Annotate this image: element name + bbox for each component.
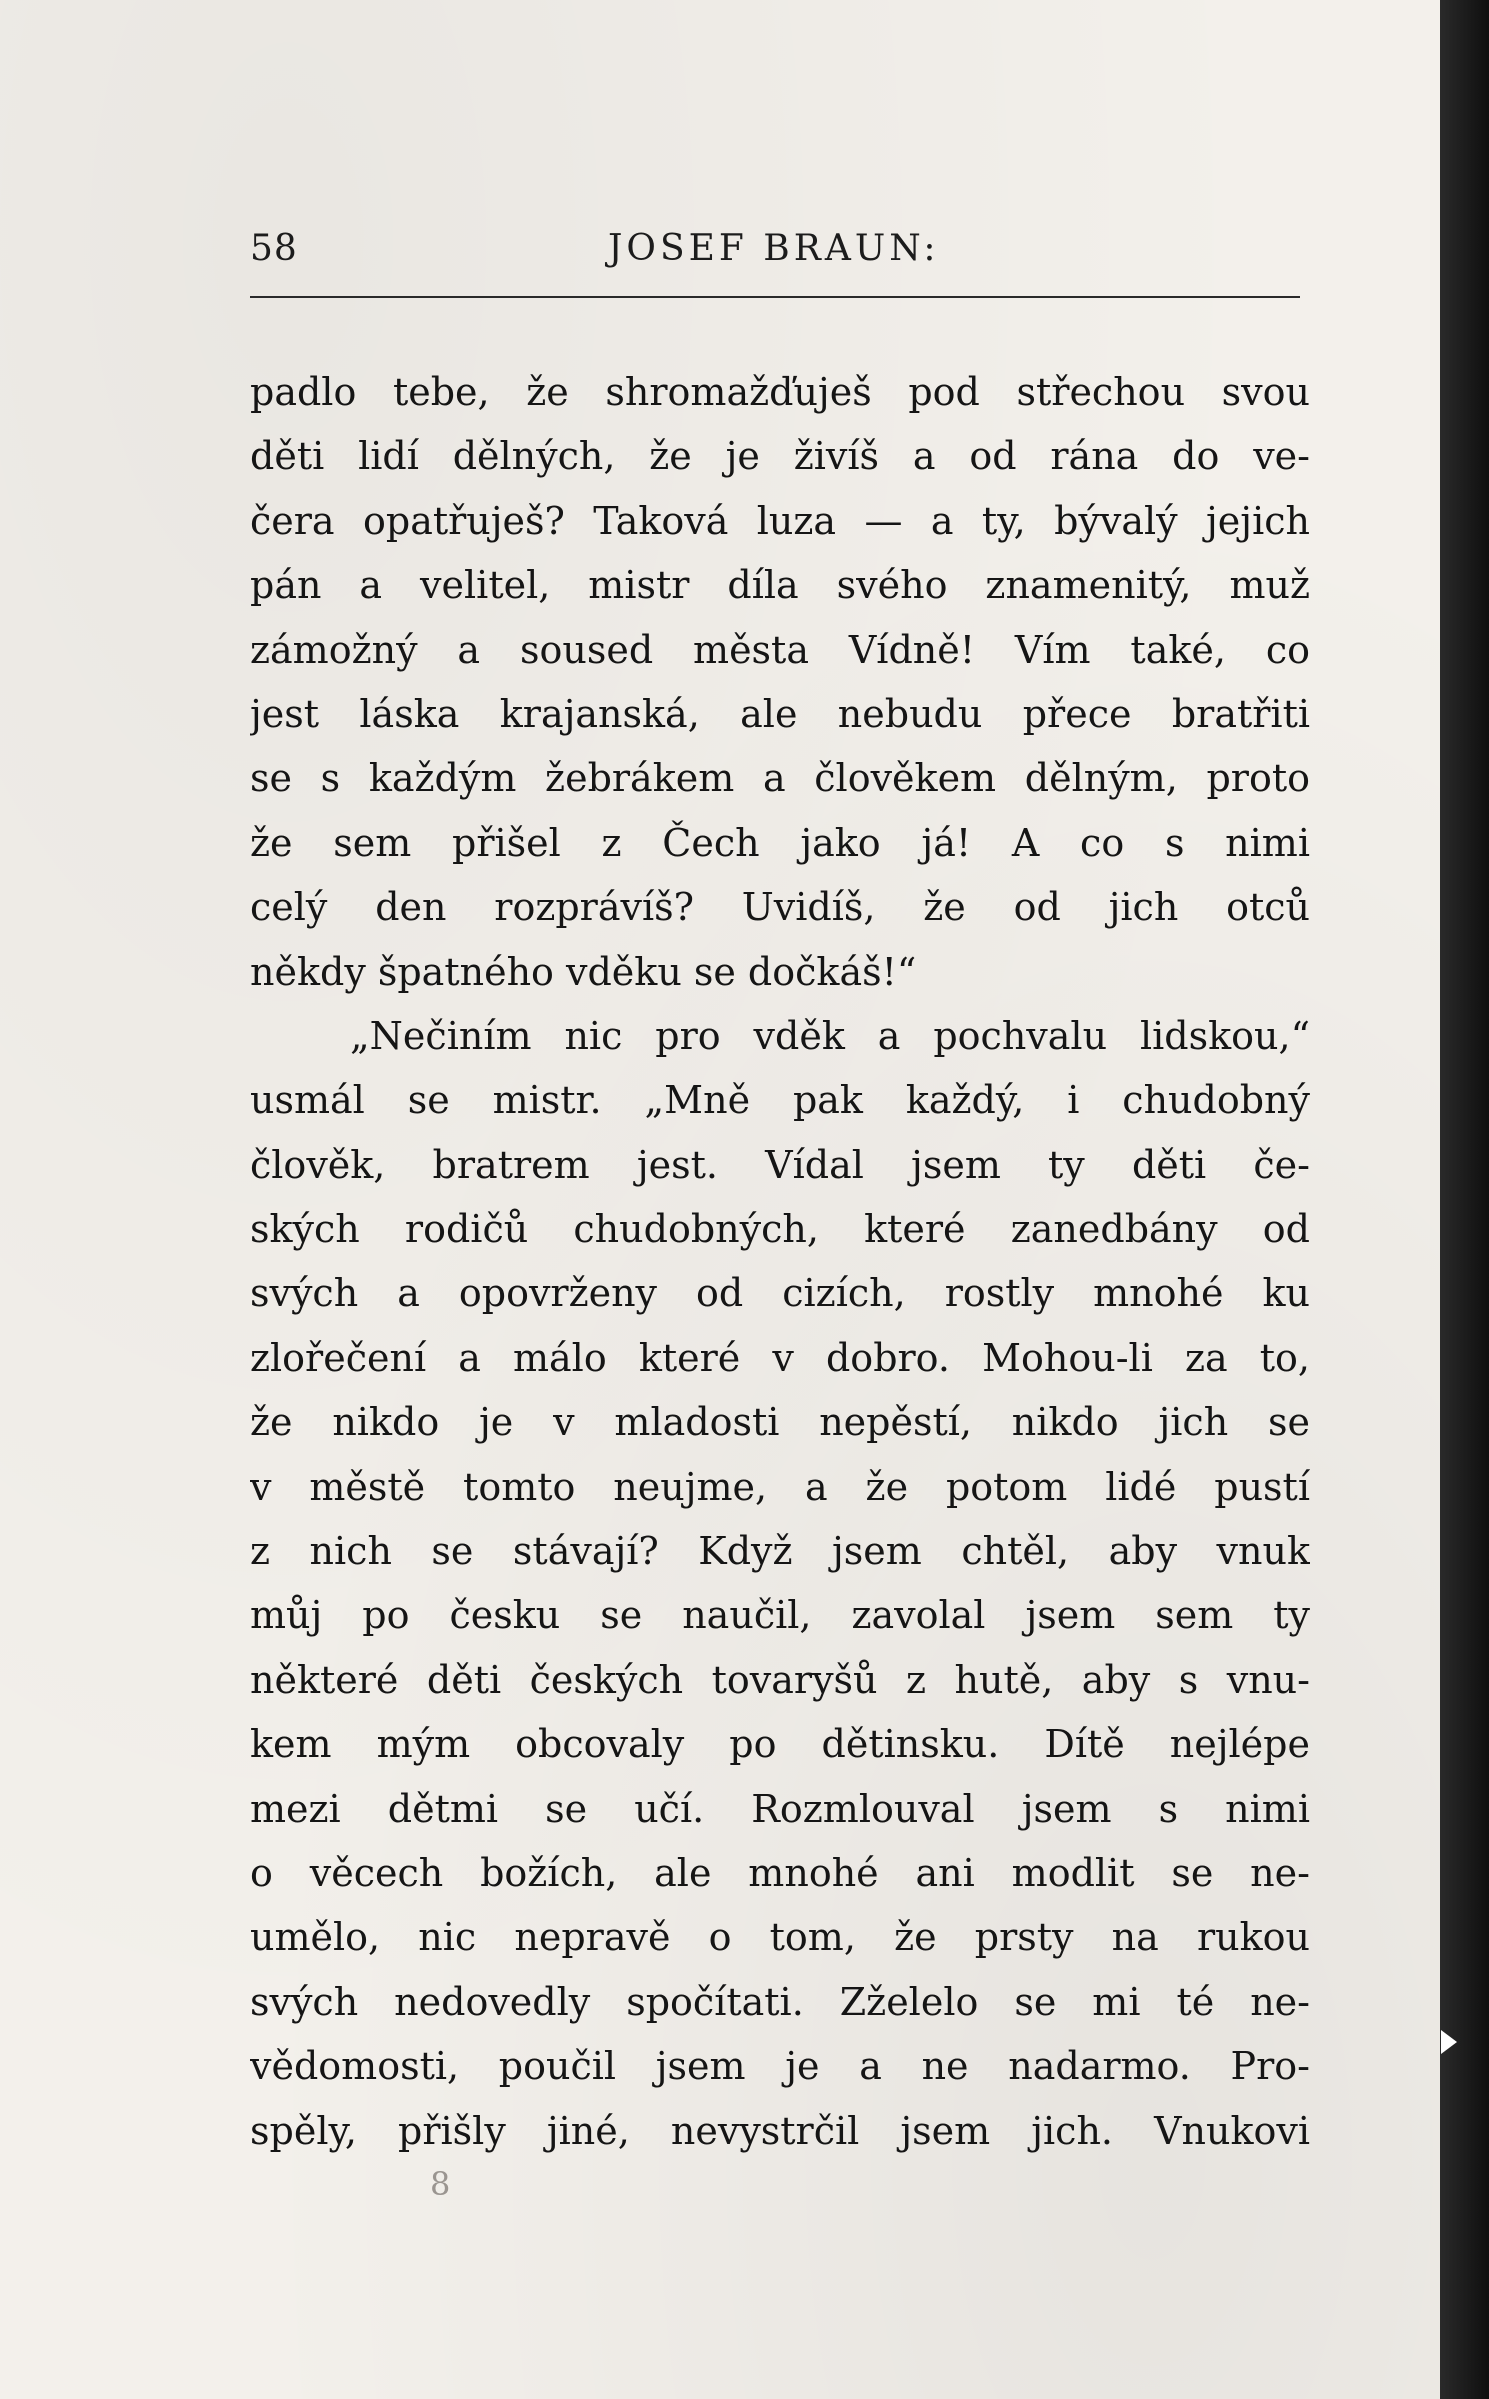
page-number: 58 [250, 228, 298, 269]
text-line: o věcech božích, ale mnohé ani modlit se ne- [250, 1850, 1310, 1895]
text-line: celý den rozprávíš? Uvidíš, že od jich otců [250, 885, 1310, 930]
text-line: svých nedovedly spočítati. Zželelo se mi té ne- [250, 1979, 1310, 2024]
text-line: někdy špatného vděku se dočkáš!“ [250, 949, 917, 994]
text-line: jest láska krajanská, ale nebudu přece bratřiti [250, 691, 1310, 736]
text-line: spěly, přišly jiné, nevystrčil jsem jich. Vnukovi [250, 2108, 1310, 2153]
text-line: můj po česku se naučil, zavolal jsem sem ty [250, 1593, 1310, 1638]
signature-mark: 8 [430, 2165, 451, 2203]
text-line: zámožný a soused města Vídně! Vím také, co [250, 627, 1310, 672]
text-line: že nikdo je v mladosti nepěstí, nikdo jich se [250, 1400, 1310, 1445]
text-line: některé děti českých tovaryšů z hutě, aby s vnu- [250, 1657, 1310, 1702]
text-line: mezi dětmi se učí. Rozmlouval jsem s nimi [250, 1786, 1310, 1831]
text-line: zlořečení a málo které v dobro. Mohou-li za to, [250, 1335, 1310, 1380]
text-line: děti lidí dělných, že je živíš a od rána do ve- [250, 434, 1310, 479]
page-edge-tab [1441, 2030, 1457, 2054]
text-line: kem mým obcovaly po dětinsku. Dítě nejlépe [250, 1722, 1310, 1767]
header-rule [250, 296, 1300, 298]
text-line: vědomosti, poučil jsem je a ne nadarmo. Pro- [250, 2044, 1310, 2089]
text-line: z nich se stávají? Když jsem chtěl, aby vnuk [250, 1529, 1310, 1574]
body-text [250, 360, 1310, 2163]
text-line: se s každým žebrákem a člověkem dělným, proto [250, 756, 1310, 801]
text-line: umělo, nic nepravě o tom, že prsty na rukou [250, 1915, 1310, 1960]
text-line: v městě tomto neujme, a že potom lidé pustí [250, 1464, 1310, 1509]
page-header [250, 228, 1300, 288]
running-head: JOSEF BRAUN: [608, 228, 940, 269]
text-line: člověk, bratrem jest. Vídal jsem ty děti če- [250, 1142, 1310, 1187]
text-line: že sem přišel z Čech jako já! A co s nimi [250, 820, 1310, 865]
text-line: čera opatřuješ? Taková luza — a ty, bývalý jejich [250, 498, 1310, 543]
text-line: usmál se mistr. „Mně pak každý, i chudobný [250, 1078, 1310, 1123]
text-line: pán a velitel, mistr díla svého znamenitý, muž [250, 563, 1310, 608]
text-line: ských rodičů chudobných, které zanedbány od [250, 1207, 1310, 1252]
text-line: „Nečiním nic pro vděk a pochvalu lidskou,“ [350, 1013, 1310, 1058]
text-line: padlo tebe, že shromažďuješ pod střechou svou [250, 370, 1310, 414]
text-line: svých a opovrženy od cizích, rostly mnohé ku [250, 1271, 1310, 1316]
